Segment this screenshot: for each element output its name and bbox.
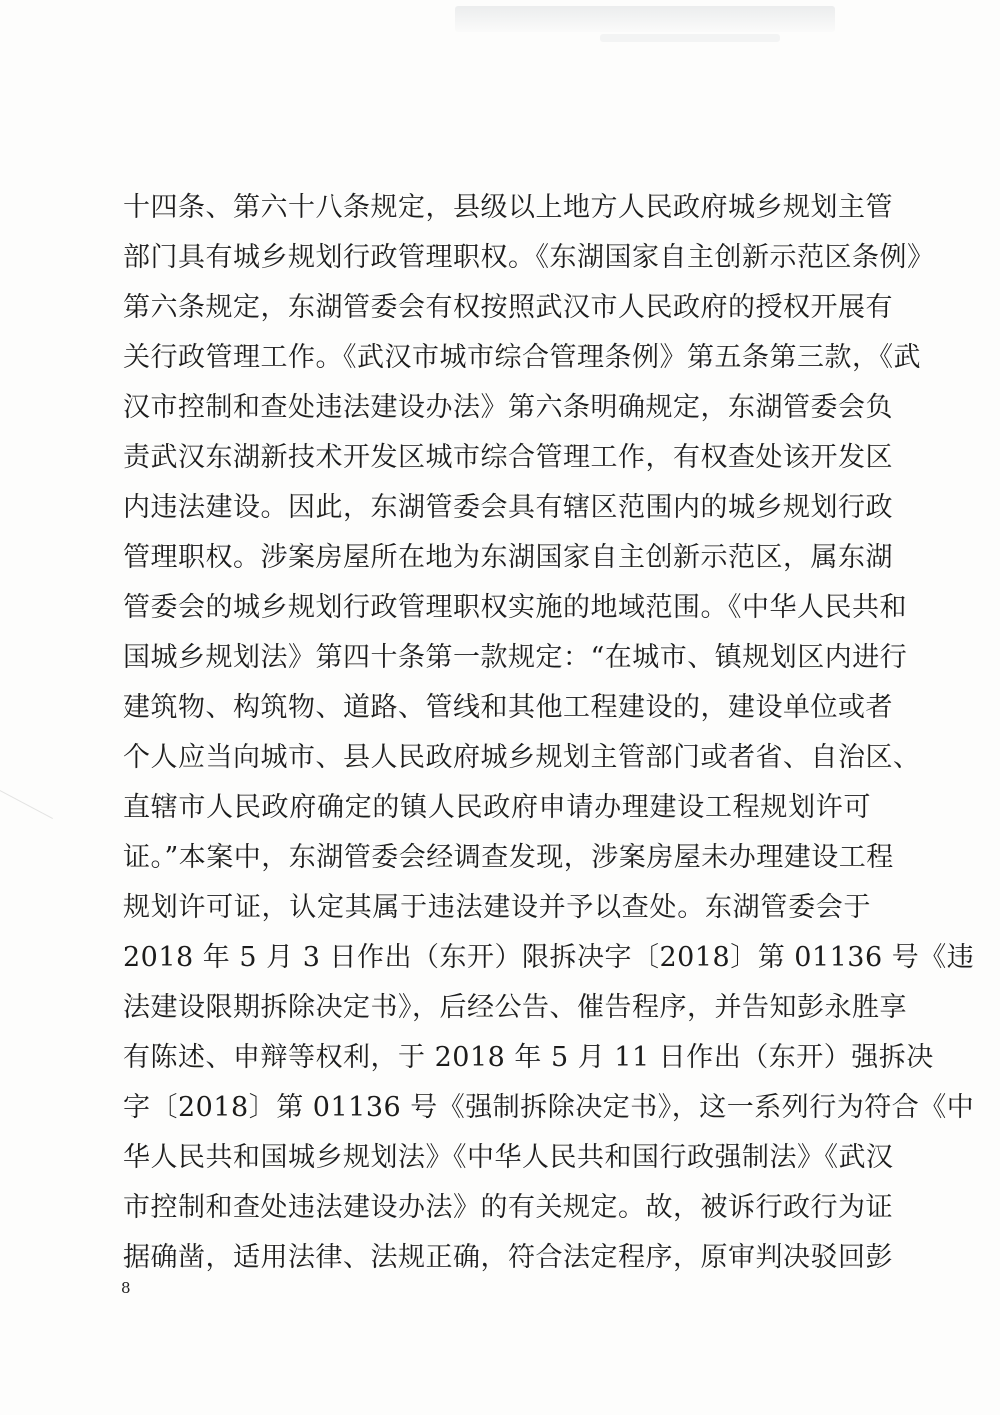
text-line: 直辖市人民政府确定的镇人民政府申请办理建设工程规划许可 — [123, 792, 871, 823]
scan-artifact — [600, 34, 780, 42]
text-line: 据确凿，适用法律、法规正确，符合法定程序，原审判决驳回彭 — [123, 1242, 893, 1273]
text-line: 法建设限期拆除决定书》，后经公告、催告程序，并告知彭永胜享 — [123, 992, 907, 1023]
text-line: 管委会的城乡规划行政管理职权实施的地域范围。《中华人民共和 — [123, 592, 907, 623]
text-line: 关行政管理工作。《武汉市城市综合管理条例》第五条第三款，《武 — [123, 342, 921, 373]
page-number: 8 — [121, 1279, 131, 1297]
text-line: 市控制和查处违法建设办法》的有关规定。故，被诉行政行为证 — [123, 1192, 893, 1223]
scan-artifact — [0, 790, 53, 854]
text-line: 华人民共和国城乡规划法》《中华人民共和国行政强制法》《武汉 — [123, 1142, 894, 1173]
text-line: 汉市控制和查处违法建设办法》第六条明确规定，东湖管委会负 — [123, 392, 893, 423]
scan-artifact — [455, 6, 835, 32]
text-line: 2018 年 5 月 3 日作出（东开）限拆决字〔2018〕第 01136 号《违 — [123, 942, 975, 973]
text-line: 有陈述、申辩等权利，于 2018 年 5 月 11 日作出（东开）强拆决 — [123, 1042, 934, 1073]
text-line: 证。”本案中，东湖管委会经调查发现，涉案房屋未办理建设工程 — [123, 842, 894, 873]
text-line: 个人应当向城市、县人民政府城乡规划主管部门或者省、自治区、 — [123, 742, 921, 773]
text-line: 建筑物、构筑物、道路、管线和其他工程建设的，建设单位或者 — [123, 692, 893, 723]
text-line: 十四条、第六十八条规定，县级以上地方人民政府城乡规划主管 — [123, 192, 893, 223]
text-line: 字〔2018〕第 01136 号《强制拆除决定书》，这一系列行为符合《中 — [123, 1092, 975, 1123]
text-line: 责武汉东湖新技术开发区城市综合管理工作，有权查处该开发区 — [123, 442, 893, 473]
text-line: 部门具有城乡规划行政管理职权。《东湖国家自主创新示范区条例》 — [123, 242, 935, 273]
text-line: 第六条规定，东湖管委会有权按照武汉市人民政府的授权开展有 — [123, 292, 893, 323]
text-line: 管理职权。涉案房屋所在地为东湖国家自主创新示范区，属东湖 — [123, 542, 893, 573]
text-line: 国城乡规划法》第四十条第一款规定：“在城市、镇规划区内进行 — [123, 642, 908, 673]
text-line: 规划许可证，认定其属于违法建设并予以查处。东湖管委会于 — [123, 892, 871, 923]
text-line: 内违法建设。因此，东湖管委会具有辖区范围内的城乡规划行政 — [123, 492, 893, 523]
